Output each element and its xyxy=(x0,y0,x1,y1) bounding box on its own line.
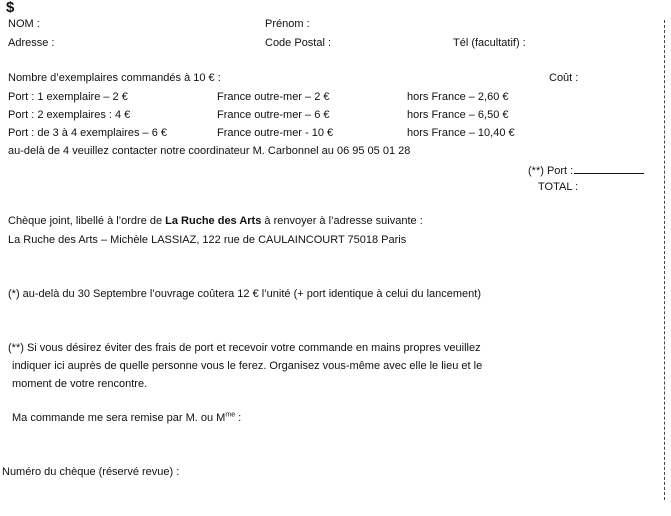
port-blank-line xyxy=(574,163,644,174)
hand-note-line-2: indiquer ici auprès de quelle personne vous le ferez. Organisez vous-même avec elle le lieu et le xyxy=(12,360,483,372)
delivery-suffix: : xyxy=(235,412,242,424)
port-row-2-france: Port : 2 exemplaires : 4 € xyxy=(8,109,131,121)
port-row-3-outremer: France outre-mer - 10 € xyxy=(217,127,334,139)
cheque-payee: La Ruche des Arts xyxy=(165,215,262,227)
cheque-prefix: Chèque joint, libellé à l’ordre de xyxy=(8,215,166,227)
port-row-2-outremer: France outre-mer – 6 € xyxy=(217,109,330,121)
tel-label: Tél (facultatif) : xyxy=(453,37,526,49)
order-title: Nombre d’exemplaires commandés à 10 € : xyxy=(8,72,221,84)
port-row-3-hors: hors France – 10,40 € xyxy=(407,127,515,139)
beyond-four-note: au-delà de 4 veuillez contacter notre coordinateur M. Carbonnel au 06 95 05 01 28 xyxy=(8,145,411,157)
port-row-2-hors: hors France – 6,50 € xyxy=(407,109,509,121)
delivery-sup: me xyxy=(225,411,236,419)
code-postal-label: Code Postal : xyxy=(265,37,332,49)
dollar-symbol: $ xyxy=(6,0,15,16)
cheque-instruction xyxy=(8,215,423,228)
nom-label: NOM : xyxy=(8,18,40,30)
price-note: (*) au-delà du 30 Septembre l’ouvrage coûtera 12 € l’unité (+ port identique à celui du lancement) xyxy=(8,288,481,300)
total-label: TOTAL : xyxy=(538,181,579,193)
port-total-row xyxy=(528,163,644,178)
port-row-3-france: Port : de 3 à 4 exemplaires – 6 € xyxy=(8,127,167,139)
cut-line xyxy=(664,20,665,500)
port-row-1-outremer: France outre-mer – 2 € xyxy=(217,91,330,103)
port-row-1-hors: hors France – 2,60 € xyxy=(407,91,509,103)
cheque-suffix: à renvoyer à l’adresse suivante : xyxy=(261,215,423,227)
cheque-number-label: Numéro du chèque (réservé revue) : xyxy=(2,466,180,478)
delivery-prefix: Ma commande me sera remise par M. ou M xyxy=(12,412,226,424)
hand-note-line-1: (**) Si vous désirez éviter des frais de port et recevoir votre commande en mains propres veuillez xyxy=(8,342,481,354)
mailing-address: La Ruche des Arts – Michèle LASSIAZ, 122 rue de CAULAINCOURT 75018 Paris xyxy=(8,234,407,246)
hand-note-line-3: moment de votre rencontre. xyxy=(12,378,148,390)
cout-label: Coût : xyxy=(549,72,579,84)
prenom-label: Prénom : xyxy=(265,18,310,30)
port-label: (**) Port : xyxy=(528,165,574,177)
port-row-1-france: Port : 1 exemplaire – 2 € xyxy=(8,91,128,103)
delivery-line xyxy=(12,412,241,425)
adresse-label: Adresse : xyxy=(8,37,55,49)
